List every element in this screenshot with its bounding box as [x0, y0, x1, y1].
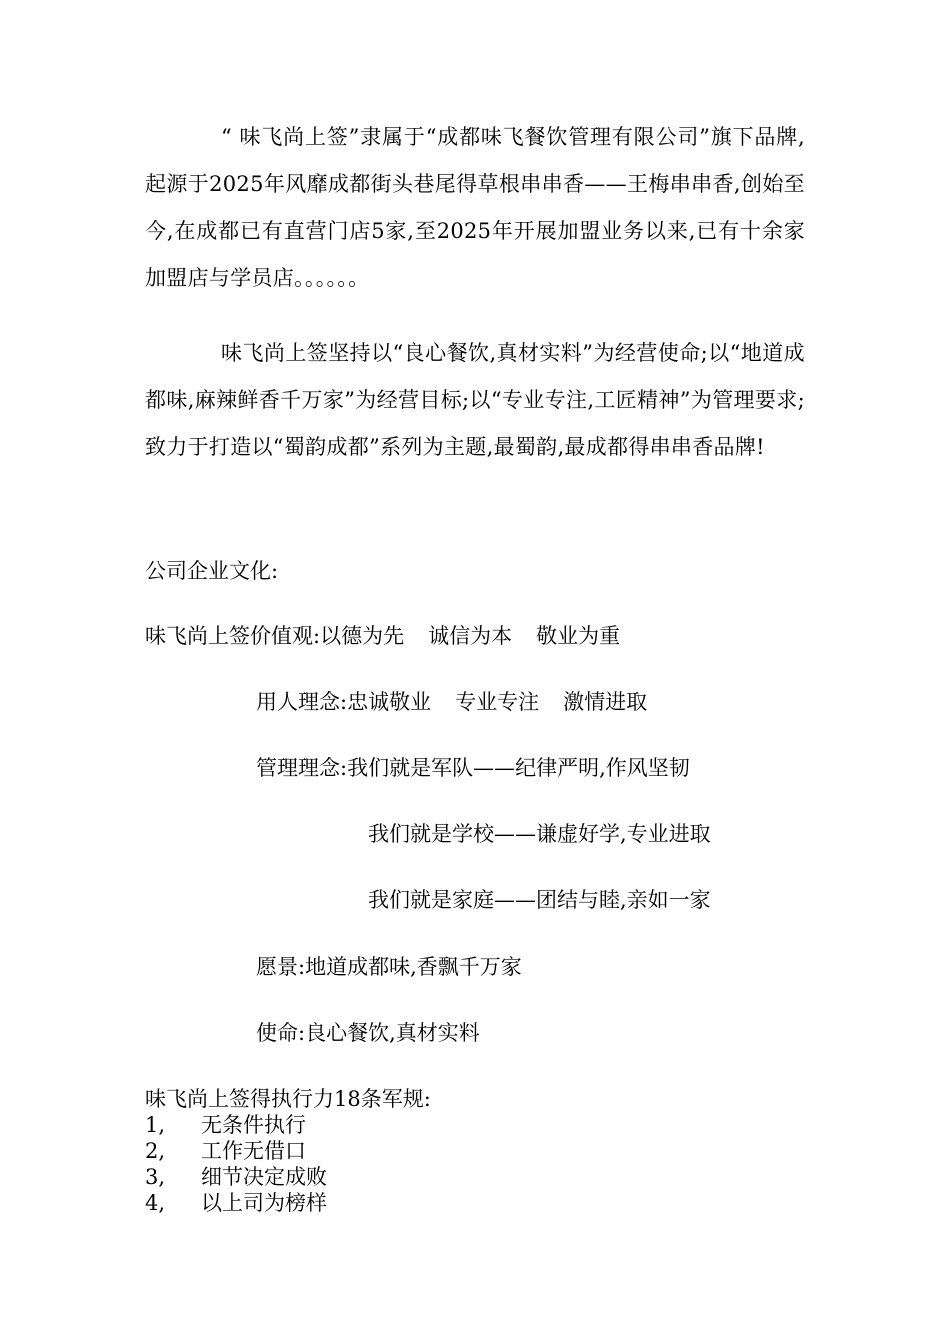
list-item-text: 细节决定成败 [201, 1165, 327, 1189]
list-item-number: 3, [145, 1165, 166, 1189]
intro-paragraph-1: “ 味飞尚上签”隶属于“成都味飞餐饮管理有限公司”旗下品牌,起源于2025年风靡成都街头巷尾得草根串串香——王梅串串香,创始至今,在成都已有直营门店5家,至2025年开展加盟业务以来,已有十余家加盟店与学员店。。。。。。 [145, 125, 805, 290]
management-item: 我们就是学校——谦虚好学,专业进取 [368, 822, 711, 846]
list-item [145, 1138, 327, 1164]
list-item [145, 1112, 327, 1138]
talent-item: 忠诚敬业 [347, 690, 432, 714]
talent-item: 专业专注 [455, 690, 540, 714]
values-line [145, 621, 620, 651]
intro-paragraph-2: 味飞尚上签坚持以“良心餐饮,真材实料”为经营使命;以“地道成都味,麻辣鲜香千万家”为经营目标;以“专业专注,工匠精神”为管理要求;致力于打造以“蜀韵成都”系列为主题,最蜀韵,最成都得串串香品牌! [145, 341, 805, 459]
values-label: 味飞尚上签价值观: [145, 624, 321, 648]
management-line [256, 753, 690, 783]
value-item: 诚信为本 [428, 624, 513, 648]
value-item: 以德为先 [320, 624, 405, 648]
talent-item: 激情进取 [563, 690, 648, 714]
list-item [145, 1190, 327, 1216]
rules-heading: 味飞尚上签得执行力18条军规: [145, 1087, 431, 1111]
mission-line: 使命:良心餐饮,真材实料 [256, 1021, 480, 1045]
management-item: 我们就是家庭——团结与睦,亲如一家 [368, 888, 711, 912]
list-item-number: 2, [145, 1139, 166, 1163]
talent-line [256, 687, 647, 717]
culture-heading: 公司企业文化: [145, 559, 279, 583]
list-item [145, 1164, 327, 1190]
list-item-number: 4, [145, 1191, 166, 1215]
talent-label: 用人理念: [256, 690, 348, 714]
list-item-text: 以上司为榜样 [201, 1191, 327, 1215]
vision-line: 愿景:地道成都味,香飘千万家 [256, 955, 522, 979]
list-item-text: 工作无借口 [201, 1139, 306, 1163]
list-item-number: 1, [145, 1113, 166, 1137]
management-label: 管理理念: [256, 756, 348, 780]
list-item-text: 无条件执行 [201, 1113, 306, 1137]
management-item: 我们就是军队——纪律严明,作风坚韧 [347, 756, 690, 780]
rules-list [145, 1112, 327, 1216]
value-item: 敬业为重 [536, 624, 621, 648]
